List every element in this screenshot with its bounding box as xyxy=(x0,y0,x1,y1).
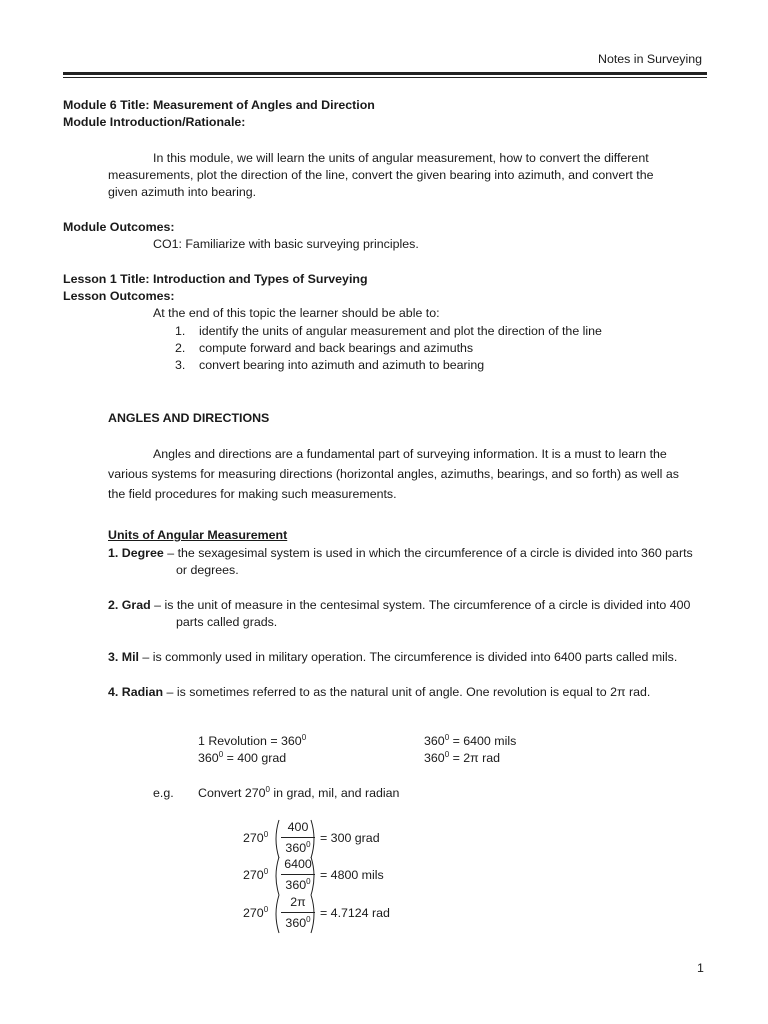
unit-degree-line xyxy=(108,545,693,562)
unit-mil-term: 3. Mil xyxy=(108,650,139,664)
left-paren-icon xyxy=(271,819,281,859)
formula-result: = 300 grad xyxy=(320,831,380,845)
unit-grad-desc: – is the unit of measure in the centesimal system. The circumference of a circle is divided into 400 xyxy=(150,598,691,612)
degree-superscript: 0 xyxy=(444,733,450,742)
unit-grad-term: 2. Grad xyxy=(108,598,151,612)
left-paren-icon xyxy=(271,856,281,896)
unit-mil-desc: – is commonly used in military operation. The circumference is divided into 6400 parts called mils. xyxy=(138,650,678,664)
fraction-denominator: $360^0$ xyxy=(285,915,311,930)
formula-base: $270^0$ xyxy=(243,905,269,920)
left-paren-icon xyxy=(271,894,281,934)
section-heading: ANGLES AND DIRECTIONS xyxy=(108,411,270,425)
unit-radian-line xyxy=(108,684,650,701)
lesson-outcomes-heading: Lesson Outcomes: xyxy=(63,289,175,303)
page-number: 1 xyxy=(697,961,704,975)
formula-base: $270^0$ xyxy=(243,830,269,845)
lesson-item-number: 1. xyxy=(175,324,186,338)
unit-degree-term: 1. Degree xyxy=(108,546,164,560)
formula-result: = 4.7124 rad xyxy=(320,906,390,920)
section-para-line-1: Angles and directions are a fundamental part of surveying information. It is a must to learn the xyxy=(153,447,667,461)
section-para-line-3: the field procedures for making such measurements. xyxy=(108,487,397,501)
conversion-left-2 xyxy=(198,750,286,767)
module-intro-line-2: measurements, plot the direction of the line, convert the given bearing into azimuth, and convert the xyxy=(108,168,654,182)
header-rule-thick xyxy=(63,72,707,75)
lesson-item-text: identify the units of angular measurement and plot the direction of the line xyxy=(199,324,602,338)
fraction-denominator: $360^0$ xyxy=(285,877,311,892)
right-paren-icon xyxy=(309,856,319,896)
module-intro-line-1: In this module, we will learn the units of angular measurement, how to convert the different xyxy=(153,151,649,165)
header-rule-thin xyxy=(63,77,707,78)
unit-grad-line xyxy=(108,597,690,614)
conversion-right-1 xyxy=(424,733,516,750)
module-outcomes-heading: Module Outcomes: xyxy=(63,220,175,234)
example-text-pre: Convert 270 xyxy=(198,786,266,800)
degree-superscript: 0 xyxy=(444,750,450,759)
conversion-text: 360 xyxy=(424,751,445,765)
unit-mil-line xyxy=(108,649,677,666)
lesson-item-number: 3. xyxy=(175,358,186,372)
formula-result: = 4800 mils xyxy=(320,868,384,882)
fraction-numerator: 2π xyxy=(290,895,306,909)
conversion-text: 360 xyxy=(198,751,219,765)
fraction-numerator: 400 xyxy=(287,820,309,834)
module-intro-heading: Module Introduction/Rationale: xyxy=(63,115,246,129)
lesson-outcomes-intro: At the end of this topic the learner should be able to: xyxy=(153,306,440,320)
conversion-text: 1 Revolution = 360 xyxy=(198,734,302,748)
fraction-numerator: 6400 xyxy=(284,857,312,871)
section-para-line-2: various systems for measuring directions (horizontal angles, azimuths, bearings, and so forth) as well as xyxy=(108,467,679,481)
example-text xyxy=(198,785,399,802)
header-title: Notes in Surveying xyxy=(598,52,702,66)
lesson-item-number: 2. xyxy=(175,341,186,355)
formula-radian xyxy=(243,894,443,934)
degree-superscript: 0 xyxy=(218,750,224,759)
degree-superscript: 0 xyxy=(301,733,307,742)
conversion-text: = 6400 mils xyxy=(449,734,517,748)
lesson-item-text: compute forward and back bearings and azimuths xyxy=(199,341,474,355)
example-text-post: in grad, mil, and radian xyxy=(269,786,400,800)
unit-degree-desc: – the sexagesimal system is used in which the circumference of a circle is divided into 360 parts xyxy=(163,546,693,560)
units-heading: Units of Angular Measurement xyxy=(108,528,288,542)
degree-superscript: 0 xyxy=(265,785,270,794)
example-label: e.g. xyxy=(153,786,174,800)
conversion-left-1 xyxy=(198,733,306,750)
unit-grad-line-2: parts called grads. xyxy=(176,615,278,629)
module-outcome-item: CO1: Familiarize with basic surveying principles. xyxy=(153,237,419,251)
lesson-title: Lesson 1 Title: Introduction and Types of Surveying xyxy=(63,272,368,286)
unit-radian-term: 4. Radian xyxy=(108,685,164,699)
formula-grad xyxy=(243,819,443,859)
conversion-text: = 400 grad xyxy=(223,751,287,765)
unit-radian-desc: – is sometimes referred to as the natural unit of angle. One revolution is equal to 2π rad. xyxy=(163,685,651,699)
right-paren-icon xyxy=(309,894,319,934)
module-intro-line-3: given azimuth into bearing. xyxy=(108,185,257,199)
formula-base: $270^0$ xyxy=(243,867,269,882)
conversion-right-2 xyxy=(424,750,500,767)
right-paren-icon xyxy=(309,819,319,859)
unit-degree-line-2: or degrees. xyxy=(176,563,239,577)
formula-mil xyxy=(243,856,443,896)
module-title: Module 6 Title: Measurement of Angles and Direction xyxy=(63,98,375,112)
conversion-text: 360 xyxy=(424,734,445,748)
conversion-text: = 2π rad xyxy=(449,751,501,765)
lesson-item-text: convert bearing into azimuth and azimuth to bearing xyxy=(199,358,485,372)
fraction-denominator: $360^0$ xyxy=(285,840,311,855)
